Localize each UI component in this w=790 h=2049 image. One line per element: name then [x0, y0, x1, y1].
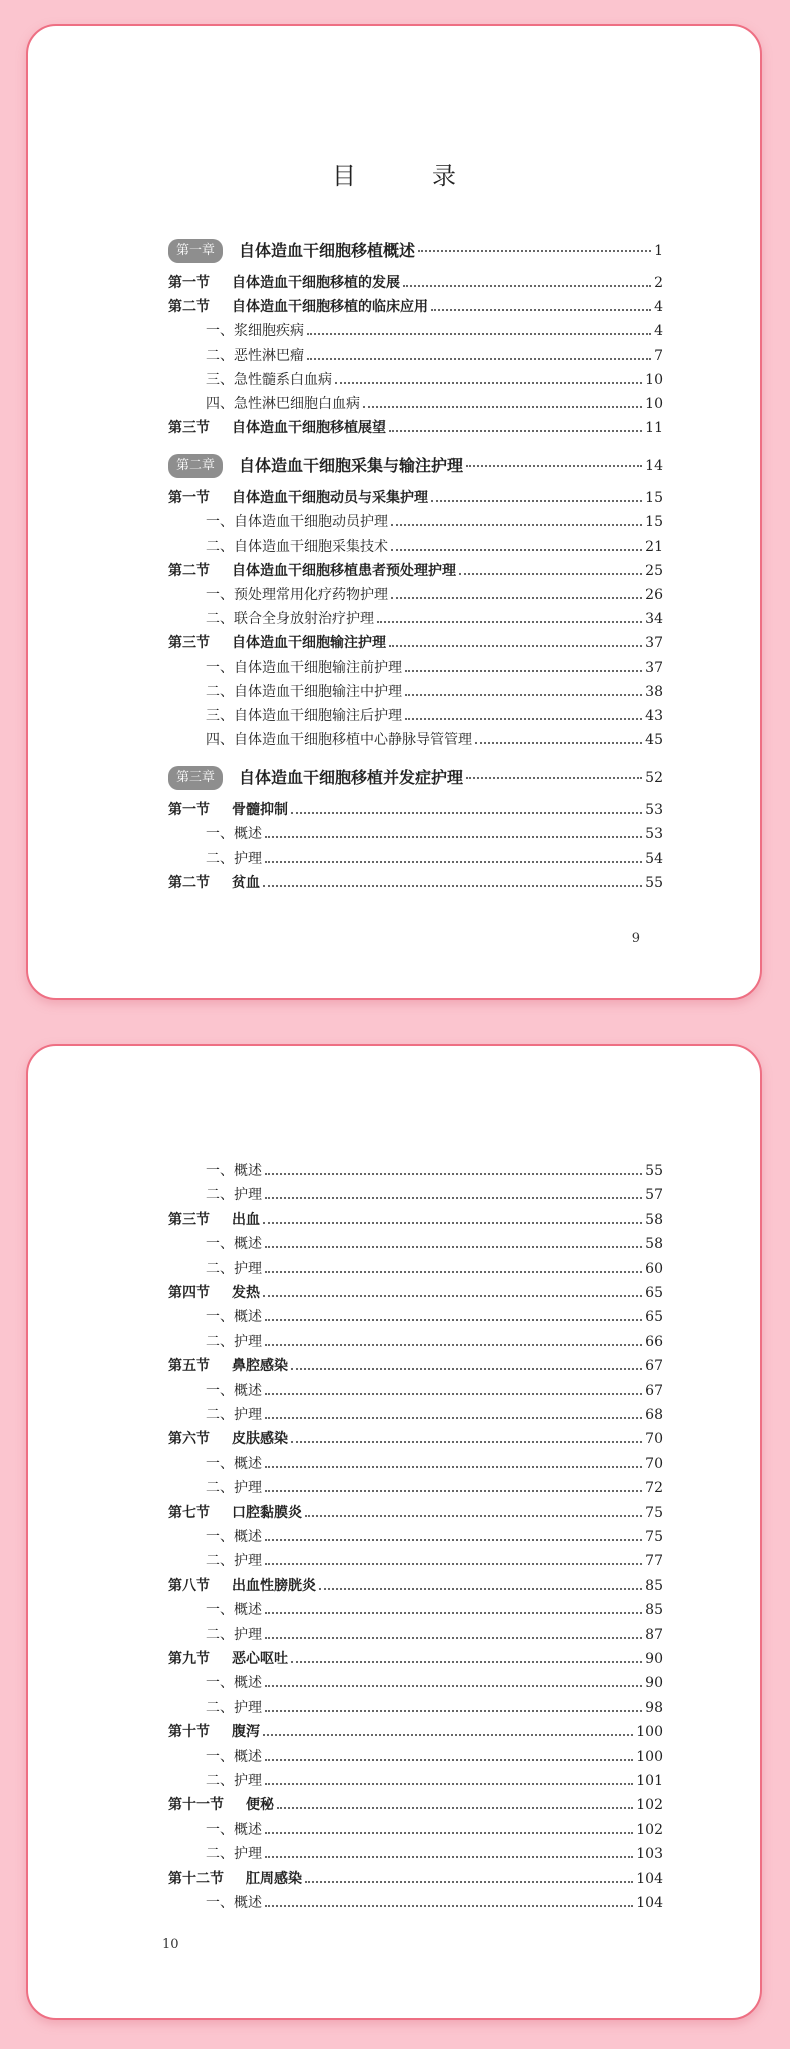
toc-entry-section	[168, 558, 663, 580]
dot-leader	[291, 1661, 642, 1663]
toc-entry-item	[168, 1475, 663, 1497]
entry-page-number: 4	[654, 299, 663, 316]
section-number: 第一节	[168, 490, 210, 507]
entry-page-number: 100	[636, 1724, 663, 1741]
toc-entry-section	[168, 870, 663, 892]
entry-title: 皮肤感染	[232, 1431, 288, 1448]
entry-title: 自体造血干细胞移植患者预处理护理	[232, 562, 456, 579]
toc-entry-section	[168, 1573, 663, 1595]
toc-entry-section	[168, 630, 663, 652]
dot-leader	[265, 1490, 642, 1492]
entry-title: 二、护理	[206, 1699, 262, 1716]
entry-title: 二、自体造血干细胞输注中护理	[206, 683, 402, 700]
dot-leader	[391, 524, 642, 526]
entry-page-number: 37	[645, 635, 663, 652]
dot-leader	[319, 1588, 642, 1590]
entry-page-number: 70	[645, 1455, 663, 1472]
section-number: 第九节	[168, 1651, 210, 1667]
entry-page-number: 26	[645, 587, 663, 603]
entry-page-number: 54	[645, 850, 663, 867]
toc-entry-item	[168, 1817, 663, 1839]
entry-title: 发热	[232, 1285, 260, 1301]
entry-title: 一、概述	[206, 1382, 262, 1399]
section-number: 第二节	[168, 299, 210, 316]
entry-page-number: 102	[636, 1821, 663, 1838]
entry-title: 一、概述	[206, 1895, 262, 1911]
dot-leader	[265, 1710, 642, 1712]
entry-page-number: 98	[645, 1699, 663, 1716]
section-number: 第八节	[168, 1577, 210, 1594]
dot-leader	[263, 1222, 642, 1224]
entry-page-number: 103	[636, 1846, 663, 1863]
entry-page-number: 38	[645, 683, 663, 700]
section-number: 第一节	[168, 802, 210, 819]
entry-page-number: 43	[645, 708, 663, 724]
entry-title: 二、护理	[206, 1187, 262, 1204]
entry-page-number: 52	[645, 770, 663, 787]
dot-leader	[265, 1685, 642, 1687]
entry-title: 一、概述	[206, 1821, 262, 1838]
toc-entry-section	[168, 1866, 663, 1888]
entry-page-number: 75	[645, 1504, 663, 1521]
entry-title: 自体造血干细胞采集与输注护理	[239, 456, 464, 476]
entry-page-number: 2	[654, 275, 663, 291]
entry-page-number: 65	[645, 1285, 663, 1301]
toc-entry-chapter	[168, 451, 663, 481]
dot-leader	[363, 406, 642, 408]
toc-entry-section	[168, 1207, 663, 1229]
toc-entry-item	[168, 1304, 663, 1326]
dot-leader	[277, 1807, 633, 1809]
entry-page-number: 57	[645, 1187, 663, 1204]
entry-page-number: 37	[645, 659, 663, 676]
entry-page-number: 14	[645, 458, 663, 475]
dot-leader	[475, 742, 642, 744]
entry-title: 一、自体造血干细胞输注前护理	[206, 659, 402, 676]
dot-leader	[265, 1417, 642, 1419]
entry-page-number: 104	[636, 1895, 663, 1911]
entry-title: 二、护理	[206, 1846, 262, 1863]
dot-leader	[389, 430, 642, 432]
dot-leader	[265, 1539, 642, 1541]
toc-entry-item	[168, 703, 663, 725]
entry-page-number: 10	[645, 396, 663, 412]
dot-leader	[418, 250, 651, 252]
entry-title: 二、护理	[206, 1260, 262, 1277]
entry-page-number: 90	[645, 1651, 663, 1667]
entry-title: 便秘	[246, 1797, 274, 1814]
dot-leader	[405, 670, 642, 672]
entry-title: 二、护理	[206, 1626, 262, 1643]
toc-entry-item	[168, 509, 663, 531]
section-number: 第十一节	[168, 1797, 224, 1814]
toc-entry-item	[168, 821, 663, 843]
toc-entry-item	[168, 1768, 663, 1790]
dot-leader	[305, 1515, 642, 1517]
dot-leader	[265, 1612, 642, 1614]
entry-title: 二、护理	[206, 1407, 262, 1423]
entry-page-number: 7	[654, 347, 663, 364]
dot-leader	[263, 1295, 642, 1297]
toc-entry-item	[168, 606, 663, 628]
entry-page-number: 25	[645, 562, 663, 579]
toc-entry-chapter	[168, 763, 663, 793]
toc-entry-section	[168, 1500, 663, 1522]
entry-title: 二、自体造血干细胞采集技术	[206, 538, 388, 555]
entry-page-number: 11	[645, 420, 663, 437]
dot-leader	[431, 309, 651, 311]
toc-entry-item	[168, 1378, 663, 1400]
entry-page-number: 104	[636, 1870, 663, 1887]
entry-title: 出血	[232, 1211, 260, 1228]
entry-page-number: 85	[645, 1602, 663, 1619]
entry-title: 一、概述	[206, 1236, 262, 1253]
dot-leader	[265, 1319, 642, 1321]
entry-title: 二、护理	[206, 850, 262, 867]
entry-page-number: 70	[645, 1431, 663, 1448]
dot-leader	[403, 285, 651, 287]
section-number: 第五节	[168, 1358, 210, 1375]
dot-leader	[307, 358, 651, 360]
entry-title: 一、概述	[206, 1455, 262, 1472]
dot-leader	[265, 1905, 633, 1907]
toc-entry-section	[168, 1646, 663, 1668]
entry-title: 二、护理	[206, 1773, 262, 1789]
toc-entry-item	[168, 1329, 663, 1351]
toc-page-1	[26, 24, 762, 1000]
toc-entry-item	[168, 846, 663, 868]
entry-title: 自体造血干细胞动员与采集护理	[232, 490, 428, 507]
entry-page-number: 100	[636, 1748, 663, 1765]
section-number: 第三节	[168, 1211, 210, 1228]
dot-leader	[263, 1734, 633, 1736]
toc-entry-item	[168, 727, 663, 749]
dot-leader	[405, 694, 642, 696]
dot-leader	[431, 500, 642, 502]
dot-leader	[291, 1368, 642, 1370]
dot-leader	[459, 573, 642, 575]
dot-leader	[265, 1759, 633, 1761]
entry-page-number: 55	[645, 1163, 663, 1179]
entry-title: 一、概述	[206, 1309, 262, 1326]
toc-entry-section	[168, 415, 663, 437]
section-number: 第三节	[168, 420, 210, 437]
toc-entry-item	[168, 391, 663, 413]
entry-page-number: 72	[645, 1480, 663, 1497]
toc-entry-item	[168, 1890, 663, 1912]
entry-title: 二、护理	[206, 1480, 262, 1497]
entry-title: 自体造血干细胞移植的发展	[232, 275, 400, 291]
page-number: 10	[162, 1937, 179, 1952]
toc-entry-item	[168, 1670, 663, 1692]
toc-entry-item	[168, 582, 663, 604]
dot-leader	[405, 718, 642, 720]
toc-entry-item	[168, 1695, 663, 1717]
entry-title: 出血性膀胱炎	[232, 1577, 316, 1594]
section-number: 第二节	[168, 562, 210, 579]
entry-title: 口腔黏膜炎	[232, 1504, 302, 1521]
entry-title: 肛周感染	[246, 1870, 302, 1887]
entry-page-number: 102	[636, 1797, 663, 1814]
entry-title: 一、概述	[206, 826, 262, 843]
entry-page-number: 65	[645, 1309, 663, 1326]
dot-leader	[265, 1563, 642, 1565]
toc-entry-item	[168, 1158, 663, 1180]
entry-page-number: 58	[645, 1236, 663, 1253]
toc-entry-item	[168, 1841, 663, 1863]
entry-page-number: 75	[645, 1529, 663, 1545]
dot-leader	[391, 549, 642, 551]
toc-entry-section	[168, 1280, 663, 1302]
toc-entry-section	[168, 797, 663, 819]
entry-title: 自体造血干细胞移植的临床应用	[232, 299, 428, 316]
entry-page-number: 87	[645, 1626, 663, 1643]
dot-leader	[265, 1856, 633, 1858]
toc-page-2	[26, 1044, 762, 2020]
toc-entry-chapter	[168, 236, 663, 266]
entry-page-number: 67	[645, 1358, 663, 1375]
section-number: 第三节	[168, 635, 210, 652]
toc-entry-item	[168, 679, 663, 701]
entry-page-number: 34	[645, 611, 663, 628]
entry-page-number: 45	[645, 732, 663, 749]
toc-entry-section	[168, 485, 663, 507]
dot-leader	[377, 621, 642, 623]
entry-title: 一、预处理常用化疗药物护理	[206, 587, 388, 603]
entry-title: 自体造血干细胞移植概述	[239, 241, 416, 260]
dot-leader	[265, 1832, 633, 1834]
toc-entry-item	[168, 1451, 663, 1473]
entry-title: 一、概述	[206, 1675, 262, 1692]
entry-page-number: 15	[645, 490, 663, 507]
entry-title: 腹泻	[232, 1724, 260, 1741]
toc-entry-item	[168, 1524, 663, 1546]
dot-leader	[466, 777, 642, 779]
toc-entry-section	[168, 1792, 663, 1814]
section-number: 第七节	[168, 1504, 210, 1521]
entry-title: 三、自体造血干细胞输注后护理	[206, 708, 402, 724]
entry-title: 二、恶性淋巴瘤	[206, 347, 304, 364]
dot-leader	[265, 1344, 642, 1346]
entry-title: 二、护理	[206, 1553, 262, 1570]
chapter-badge: 第一章	[168, 239, 223, 263]
section-number: 第四节	[168, 1285, 210, 1301]
entry-page-number: 77	[645, 1553, 663, 1570]
toc-entry-section	[168, 294, 663, 316]
dot-leader	[265, 1637, 642, 1639]
toc-entry-item	[168, 655, 663, 677]
section-number: 第一节	[168, 275, 210, 291]
entry-page-number: 101	[636, 1773, 663, 1789]
entry-title: 鼻腔感染	[232, 1358, 288, 1375]
entry-title: 四、自体造血干细胞移植中心静脉导管管理	[206, 732, 472, 749]
entry-title: 一、概述	[206, 1748, 262, 1765]
dot-leader	[265, 1197, 642, 1199]
dot-leader	[335, 382, 642, 384]
toc-entry-item	[168, 1402, 663, 1424]
dot-leader	[389, 645, 642, 647]
section-number: 第二节	[168, 874, 210, 891]
chapter-badge: 第三章	[168, 766, 223, 790]
entry-title: 恶心呕吐	[232, 1651, 288, 1667]
entry-title: 四、急性淋巴细胞白血病	[206, 396, 360, 412]
dot-leader	[291, 812, 642, 814]
entry-title: 一、自体造血干细胞动员护理	[206, 514, 388, 531]
toc-entry-item	[168, 343, 663, 365]
toc-entry-item	[168, 1182, 663, 1204]
dot-leader	[307, 333, 651, 335]
entry-page-number: 66	[645, 1333, 663, 1350]
dot-leader	[263, 885, 642, 887]
entry-title: 一、概述	[206, 1602, 262, 1619]
toc-title: 目 录	[332, 162, 482, 190]
entry-title: 一、概述	[206, 1529, 262, 1545]
toc-entry-section	[168, 270, 663, 292]
dot-leader	[265, 1173, 642, 1175]
entry-title: 骨髓抑制	[232, 802, 288, 819]
toc-entry-item	[168, 1744, 663, 1766]
entry-page-number: 67	[645, 1382, 663, 1399]
toc-entry-item	[168, 367, 663, 389]
page-number: 9	[631, 931, 640, 946]
toc-entry-item	[168, 534, 663, 556]
toc-entry-item	[168, 1622, 663, 1644]
dot-leader	[265, 1466, 642, 1468]
dot-leader	[265, 836, 642, 838]
entry-page-number: 10	[645, 371, 663, 388]
toc-entry-item	[168, 1597, 663, 1619]
entry-title: 二、联合全身放射治疗护理	[206, 611, 374, 628]
entry-page-number: 90	[645, 1675, 663, 1692]
entry-page-number: 58	[645, 1211, 663, 1228]
entry-page-number: 15	[645, 514, 663, 531]
entry-title: 自体造血干细胞移植展望	[232, 420, 386, 437]
dot-leader	[466, 465, 642, 467]
entry-page-number: 53	[645, 802, 663, 819]
dot-leader	[291, 1441, 642, 1443]
entry-title: 三、急性髓系白血病	[206, 371, 332, 388]
entry-page-number: 60	[645, 1260, 663, 1277]
dot-leader	[265, 1393, 642, 1395]
section-number: 第六节	[168, 1431, 210, 1448]
dot-leader	[265, 1783, 633, 1785]
entry-page-number: 55	[645, 874, 663, 891]
toc-entry-section	[168, 1353, 663, 1375]
entry-page-number: 1	[654, 243, 663, 259]
entry-title: 自体造血干细胞输注护理	[232, 635, 386, 652]
toc-entry-item	[168, 1231, 663, 1253]
toc-entry-item	[168, 1548, 663, 1570]
chapter-badge: 第二章	[168, 454, 223, 478]
entry-page-number: 21	[645, 538, 663, 555]
section-number: 第十节	[168, 1724, 210, 1741]
toc-entry-item	[168, 318, 663, 340]
entry-title: 贫血	[232, 874, 260, 891]
section-number: 第十二节	[168, 1870, 224, 1887]
dot-leader	[391, 597, 642, 599]
entry-page-number: 68	[645, 1407, 663, 1423]
toc-entry-section	[168, 1426, 663, 1448]
dot-leader	[265, 861, 642, 863]
dot-leader	[305, 1881, 633, 1883]
toc-entry-item	[168, 1256, 663, 1278]
entry-title: 二、护理	[206, 1333, 262, 1350]
entry-page-number: 53	[645, 826, 663, 843]
toc-entry-section	[168, 1719, 663, 1741]
dot-leader	[265, 1246, 642, 1248]
entry-title: 自体造血干细胞移植并发症护理	[239, 768, 464, 788]
entry-page-number: 4	[654, 323, 663, 340]
entry-title: 一、浆细胞疾病	[206, 323, 304, 340]
entry-page-number: 85	[645, 1577, 663, 1594]
dot-leader	[265, 1271, 642, 1273]
entry-title: 一、概述	[206, 1163, 262, 1179]
